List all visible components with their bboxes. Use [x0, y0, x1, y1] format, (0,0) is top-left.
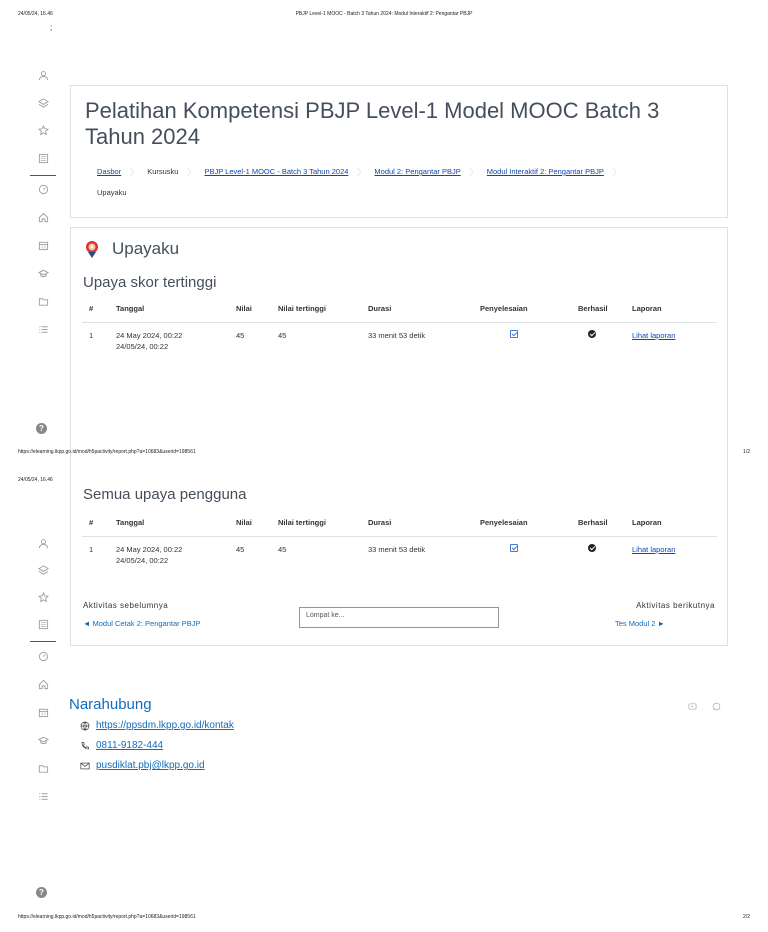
graduation-cap-icon[interactable] — [30, 732, 56, 748]
list-icon[interactable] — [30, 321, 56, 337]
prev-activity-label: Aktivitas sebelumnya — [83, 601, 169, 610]
cell-max-score: 45 — [278, 330, 287, 340]
all-attempts-table — [82, 510, 717, 566]
breadcrumb: Dasbor 〉 Kursusku 〉 PBJP Level-1 MOOC - Batch 3 Tahun 2024 〉 Modul 2: Pengantar PBJP 〉 Modul Interaktif 2: Pengantar PBJP 〉 — [97, 167, 622, 179]
help-icon[interactable]: ? — [36, 887, 47, 898]
next-activity-label: Aktivitas berikutnya — [636, 601, 715, 610]
phone-icon — [80, 741, 90, 751]
print-datetime: 24/05/24, 16.46 — [18, 11, 53, 17]
col-berhasil: Berhasil — [578, 510, 632, 536]
globe-icon — [80, 721, 90, 731]
table-header-row — [82, 510, 717, 536]
cell-report — [632, 536, 717, 566]
col-laporan: Laporan — [632, 296, 717, 322]
cell-success — [578, 322, 632, 352]
date-long: 24 May 2024, 00:22 — [116, 544, 183, 554]
col-nilai-tertinggi: Nilai tertinggi — [278, 296, 368, 322]
print-url: https://elearning.lkpp.go.id/mod/h5pactivity/report.php?a=10683&userid=198561 — [18, 914, 196, 920]
folder-icon[interactable] — [30, 293, 56, 309]
gauge-icon[interactable] — [30, 648, 56, 664]
contact-email-link[interactable]: pusdiklat.pbj@lkpp.go.id — [96, 760, 205, 771]
stray-mark: ; — [50, 23, 53, 32]
calendar-icon[interactable] — [30, 704, 56, 720]
gauge-icon[interactable] — [30, 181, 56, 197]
book-icon[interactable] — [30, 150, 56, 166]
all-attempts-table-wrap — [82, 510, 717, 566]
rail-divider — [30, 175, 56, 176]
calendar-icon[interactable] — [30, 237, 56, 253]
cell-report — [632, 322, 717, 352]
prev-activity-link[interactable]: ◄ Modul Cetak 2: Pengantar PBJP — [83, 619, 201, 628]
col-penyelesaian: Penyelesaian — [480, 296, 578, 322]
page-header-card — [70, 85, 728, 218]
book-icon[interactable] — [30, 616, 56, 632]
breadcrumb-current: Upayaku — [97, 188, 127, 197]
breadcrumb-activity[interactable]: Modul Interaktif 2: Pengantar PBJP — [486, 167, 604, 176]
print-page-2 — [0, 466, 768, 932]
cell-success — [578, 536, 632, 566]
star-icon[interactable] — [30, 589, 56, 605]
all-attempts-heading: Semua upaya pengguna — [83, 486, 247, 503]
table-row — [82, 322, 717, 352]
home-icon[interactable] — [30, 209, 56, 225]
list-icon[interactable] — [30, 788, 56, 804]
layers-icon[interactable] — [30, 95, 56, 111]
people-icon[interactable] — [30, 535, 56, 551]
cell-score: 45 — [236, 330, 245, 340]
layers-icon[interactable] — [30, 562, 56, 578]
col-nilai-tertinggi: Nilai tertinggi — [278, 510, 368, 536]
breadcrumb-module[interactable]: Modul 2: Pengantar PBJP — [374, 167, 461, 176]
help-icon[interactable]: ? — [36, 423, 47, 434]
col-tanggal: Tanggal — [116, 510, 236, 536]
col-laporan: Laporan — [632, 510, 717, 536]
view-report-link[interactable]: Lihat laporan — [632, 330, 676, 340]
completion-check-icon — [510, 330, 518, 338]
contact-website-row — [80, 720, 234, 731]
youtube-icon[interactable] — [688, 702, 697, 711]
col-tanggal: Tanggal — [116, 296, 236, 322]
jump-to-select[interactable]: Lompat ke... — [299, 607, 499, 628]
date-short: 24/05/24, 00:22 — [116, 555, 169, 565]
home-icon[interactable] — [30, 676, 56, 692]
rail-divider — [30, 641, 56, 642]
breadcrumb-kursusku: Kursusku — [147, 167, 179, 176]
cell-date — [116, 322, 236, 352]
page-number: 2/2 — [743, 914, 750, 920]
table-row — [82, 536, 717, 566]
star-icon[interactable] — [30, 122, 56, 138]
whatsapp-icon[interactable] — [712, 702, 721, 711]
col-nilai: Nilai — [236, 296, 278, 322]
cell-number: 1 — [89, 330, 94, 340]
col-nilai: Nilai — [236, 510, 278, 536]
col-number: # — [82, 296, 116, 322]
breadcrumb-course[interactable]: PBJP Level-1 MOOC - Batch 3 Tahun 2024 — [204, 167, 349, 176]
col-berhasil: Berhasil — [578, 296, 632, 322]
best-attempt-table-wrap — [82, 296, 717, 352]
contact-phone-row — [80, 740, 163, 751]
cell-completion — [480, 322, 578, 352]
col-durasi: Durasi — [368, 296, 480, 322]
col-number: # — [82, 510, 116, 536]
cell-number: 1 — [89, 544, 94, 554]
print-url: https://elearning.lkpp.go.id/mod/h5pactivity/report.php?a=10683&userid=198561 — [18, 449, 196, 455]
cell-date — [116, 536, 236, 566]
envelope-icon — [80, 761, 90, 771]
cell-duration: 33 menit 53 detik — [368, 544, 426, 554]
best-attempt-table — [82, 296, 717, 352]
table-header-row — [82, 296, 717, 322]
graduation-cap-icon[interactable] — [30, 265, 56, 281]
folder-icon[interactable] — [30, 760, 56, 776]
best-attempt-heading: Upaya skor tertinggi — [83, 274, 217, 291]
cell-max-score: 45 — [278, 544, 287, 554]
date-short: 24/05/24, 00:22 — [116, 341, 169, 351]
success-check-icon — [588, 330, 596, 338]
breadcrumb-dasbor[interactable]: Dasbor — [97, 167, 122, 176]
cell-score: 45 — [236, 544, 245, 554]
next-activity-link[interactable]: Tes Modul 2 ► — [615, 619, 665, 628]
h5p-icon — [82, 239, 102, 259]
contact-title: Narahubung — [69, 696, 152, 713]
print-datetime: 24/05/24, 16.46 — [18, 477, 53, 483]
attempts-heading: Upayaku — [112, 239, 180, 258]
date-long: 24 May 2024, 00:22 — [116, 330, 183, 340]
contact-website-link[interactable]: https://ppsdm.lkpp.go.id/kontak — [96, 720, 234, 731]
col-durasi: Durasi — [368, 510, 480, 536]
print-title: PBJP Level-1 MOOC - Batch 3 Tahun 2024: Modul Interaktif 2: Pengantar PBJP — [295, 11, 473, 17]
success-check-icon — [588, 544, 596, 552]
page-number: 1/2 — [743, 449, 750, 455]
col-penyelesaian: Penyelesaian — [480, 510, 578, 536]
completion-check-icon — [510, 544, 518, 552]
cell-completion — [480, 536, 578, 566]
cell-duration: 33 menit 53 detik — [368, 330, 426, 340]
view-report-link[interactable]: Lihat laporan — [632, 544, 676, 554]
contact-email-row — [80, 760, 205, 771]
people-icon[interactable] — [30, 67, 56, 83]
page-title: Pelatihan Kompetensi PBJP Level-1 Model MOOC Batch 3 Tahun 2024 — [85, 98, 660, 149]
contact-phone-link[interactable]: 0811-9182-444 — [96, 740, 164, 751]
